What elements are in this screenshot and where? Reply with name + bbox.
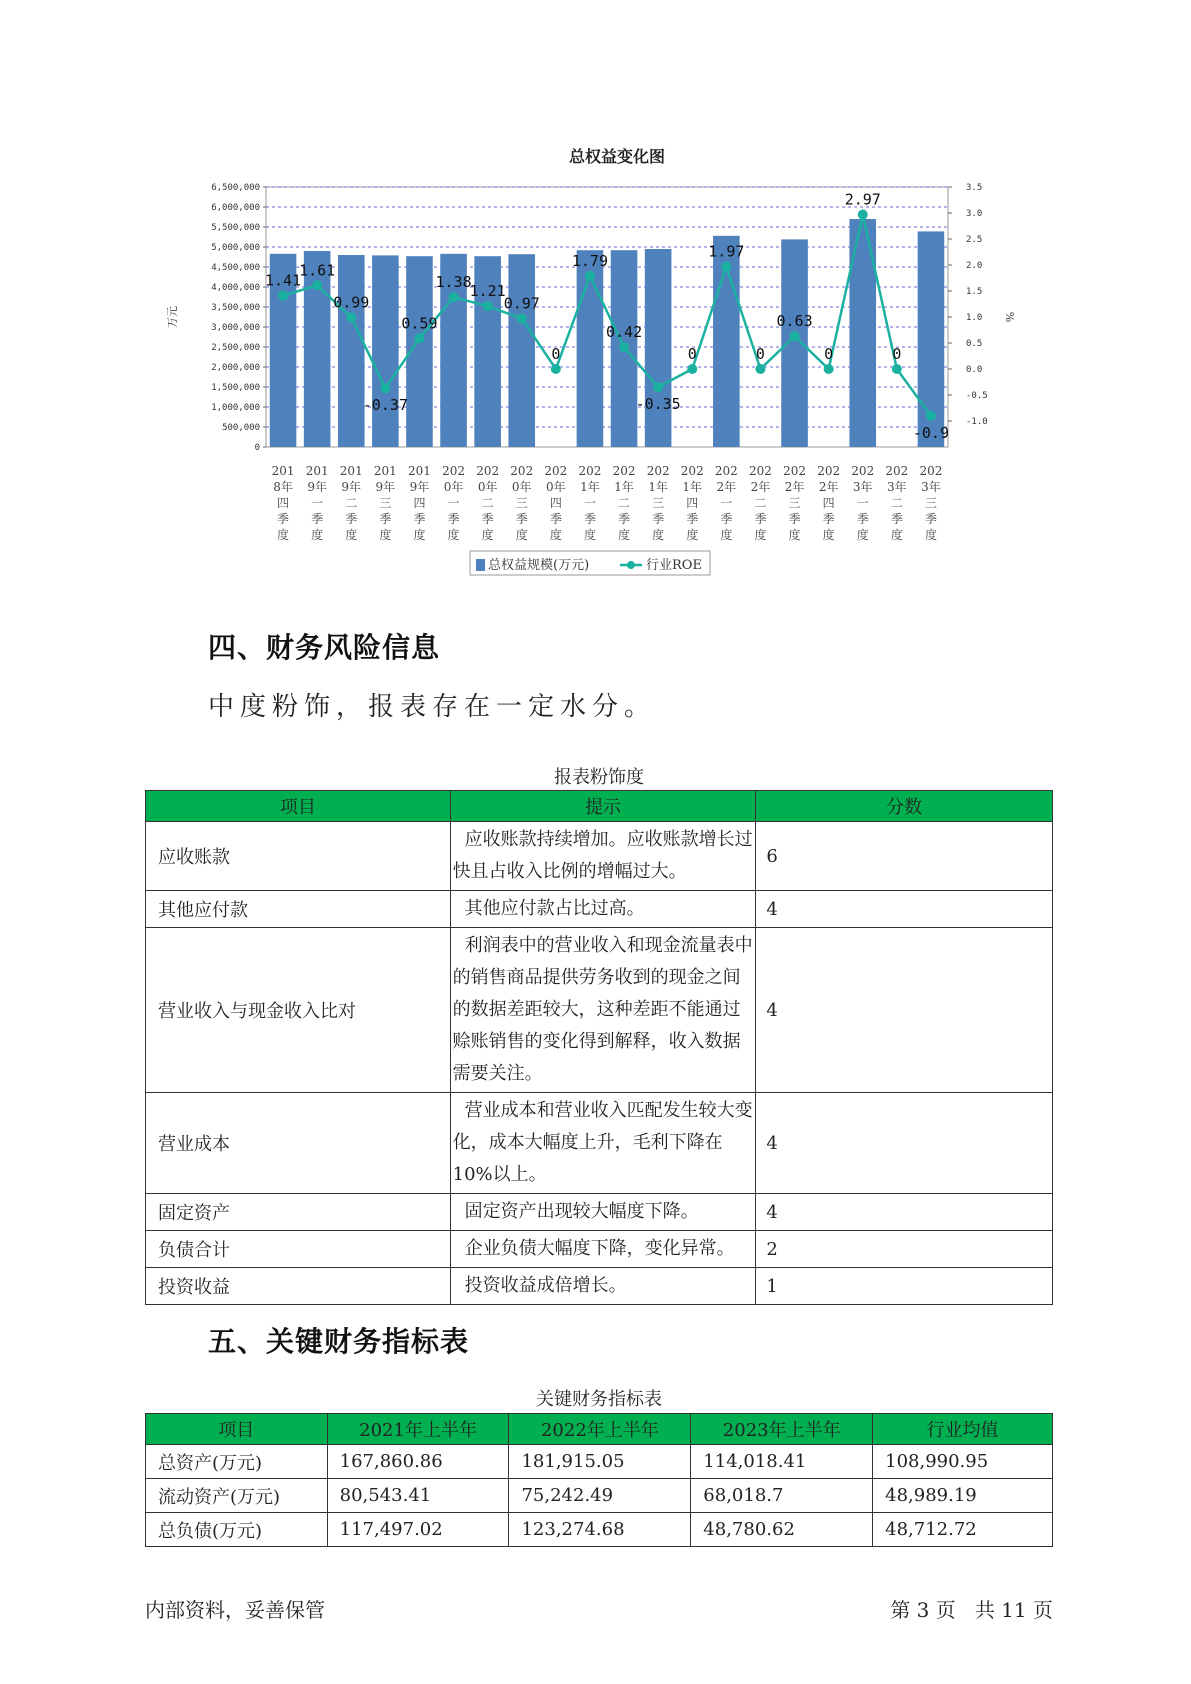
section5-heading: 五、关键财务指标表: [208, 1325, 470, 1358]
y2-tick-label: 1.5: [966, 287, 983, 297]
roe-data-label: 0: [824, 345, 834, 363]
equity-chart: [160, 135, 1020, 595]
section4-heading: 四、财务风险信息: [208, 631, 441, 664]
y2-tick-label: -0.5: [966, 391, 988, 401]
x-tick-label: 202 2年一季度: [714, 464, 738, 542]
kpi-table-header: [146, 1414, 1053, 1445]
risk-score: 4: [756, 1194, 1053, 1231]
table-row: [146, 1268, 1053, 1305]
x-tick-label: 201 9年二季度: [339, 464, 363, 542]
roe-point: [585, 271, 595, 281]
roe-data-label: 0: [755, 345, 765, 363]
x-tick-label: 202 0年一季度: [442, 464, 466, 542]
section4-summary: 中度粉饰，报表存在一定水分。: [208, 692, 657, 722]
roe-data-label: 0.42: [605, 323, 643, 342]
x-tick-label: 202 2年二季度: [748, 464, 772, 542]
y-tick-label: 0: [254, 443, 260, 453]
risk-hint: 利润表中的营业收入和现金流量表中的销售商品提供劳务收到的现金之间的数据差距较大，这种差距不能通过赊账销售的变化得到解释，收入数据需要关注。: [450, 928, 756, 1093]
risk-hint: 其他应付款占比过高。: [450, 891, 756, 928]
y-tick-label: 4,000,000: [211, 283, 260, 293]
table-row: [146, 928, 1053, 1093]
table-row: [146, 1194, 1053, 1231]
roe-data-label: -0.37: [362, 396, 408, 415]
roe-point: [858, 210, 868, 220]
kpi-cell: 48,989.19: [873, 1479, 1053, 1513]
roe-data-label: 1.38: [435, 273, 472, 292]
roe-data-label: 0.97: [503, 294, 540, 313]
roe-point: [653, 382, 663, 392]
y-tick-label: 6,000,000: [211, 203, 260, 213]
y-tick-label: 3,500,000: [211, 303, 260, 313]
roe-point: [892, 364, 902, 374]
kpi-cell: 181,915.05: [509, 1445, 691, 1479]
risk-score: 4: [756, 1093, 1053, 1194]
x-tick-label: 202 3年三季度: [919, 464, 943, 542]
roe-point: [619, 342, 629, 352]
kpi-header-2022h1: 2022年上半年: [509, 1414, 691, 1445]
roe-data-label: 0: [687, 345, 697, 363]
roe-data-label: 0.59: [401, 314, 438, 333]
y-tick-label: 5,500,000: [211, 223, 260, 233]
kpi-header-2021h1: 2021年上半年: [327, 1414, 509, 1445]
y-tick-label: 500,000: [222, 423, 260, 433]
y2-tick-label: 2.5: [966, 235, 983, 245]
legend-bar-swatch: [476, 559, 485, 571]
risk-score: 1: [756, 1268, 1053, 1305]
x-tick-label: 201 9年四季度: [407, 464, 431, 542]
kpi-header-item: 项目: [146, 1414, 328, 1445]
roe-data-label: 0: [551, 345, 561, 363]
risk-hint: 应收账款持续增加。应收账款增长过快且占收入比例的增幅过大。: [450, 822, 756, 891]
roe-point: [926, 411, 936, 421]
footer-left: 内部资料，妥善保管: [145, 1598, 325, 1622]
roe-data-label: 0.63: [776, 312, 813, 331]
y2-axis-label: %: [1003, 311, 1016, 323]
kpi-cell: 48,780.62: [691, 1513, 873, 1547]
risk-item: 负债合计: [146, 1231, 451, 1268]
table-row: [146, 891, 1053, 928]
x-tick-label: 202 3年二季度: [885, 464, 909, 542]
x-tick-label: 202 0年四季度: [544, 464, 568, 542]
risk-header-item: 项目: [146, 791, 451, 822]
risk-table-header: [146, 791, 1053, 822]
y2-tick-label: 2.0: [966, 261, 983, 271]
kpi-cell: 75,242.49: [509, 1479, 691, 1513]
risk-item: 营业收入与现金收入比对: [146, 928, 451, 1093]
legend-bar-label: 总权益规模(万元): [488, 558, 590, 573]
kpi-cell: 48,712.72: [873, 1513, 1053, 1547]
bar: [508, 254, 535, 447]
roe-data-label: 0.99: [333, 293, 370, 312]
roe-data-label: 1.61: [299, 261, 336, 280]
roe-data-label: 1.21: [469, 282, 506, 301]
risk-header-hint: 提示: [450, 791, 756, 822]
roe-point: [414, 333, 424, 343]
y2-tick-label: 1.0: [966, 313, 983, 323]
bar: [338, 255, 365, 447]
y-tick-label: 1,000,000: [211, 403, 260, 413]
x-tick-label: 202 0年三季度: [510, 464, 534, 542]
roe-point: [312, 280, 322, 290]
roe-data-label: 1.79: [571, 251, 609, 270]
x-tick-label: 202 2年四季度: [817, 464, 841, 542]
risk-score: 4: [756, 928, 1053, 1093]
risk-score: 6: [756, 822, 1053, 891]
kpi-header-2023h1: 2023年上半年: [691, 1414, 873, 1445]
roe-point: [824, 364, 834, 374]
roe-data-label: 1.41: [264, 271, 302, 290]
y-tick-label: 4,500,000: [211, 263, 260, 273]
y-tick-label: 3,000,000: [211, 323, 260, 333]
roe-point: [790, 331, 800, 341]
roe-data-label: -0.35: [635, 395, 681, 414]
legend-line-label: 行业ROE: [646, 558, 702, 573]
roe-data-label: -0.9: [912, 423, 950, 442]
roe-data-label: 0: [892, 345, 902, 363]
legend-line-marker: [627, 561, 635, 569]
risk-hint: 投资收益成倍增长。: [450, 1268, 756, 1305]
roe-data-label: 2.97: [844, 190, 881, 209]
kpi-cell: 167,860.86: [327, 1445, 509, 1479]
kpi-cell: 总负债(万元): [146, 1513, 328, 1547]
kpi-table: [145, 1413, 1053, 1547]
risk-score: 4: [756, 891, 1053, 928]
y-tick-label: 1,500,000: [211, 383, 260, 393]
risk-table: [145, 790, 1053, 1305]
bar: [372, 255, 399, 447]
x-tick-label: 202 1年三季度: [646, 464, 670, 542]
x-tick-label: 202 0年二季度: [476, 464, 500, 542]
risk-table-caption: 报表粉饰度: [554, 767, 644, 788]
table-row: [146, 1445, 1053, 1479]
roe-point: [346, 313, 356, 323]
kpi-cell: 117,497.02: [327, 1513, 509, 1547]
y2-tick-label: 3.0: [966, 209, 983, 219]
roe-point: [380, 383, 390, 393]
y-tick-label: 6,500,000: [211, 183, 260, 193]
risk-item: 投资收益: [146, 1268, 451, 1305]
chart-title: 总权益变化图: [568, 147, 666, 166]
y2-tick-label: 0.0: [966, 365, 983, 375]
y-tick-label: 5,000,000: [211, 243, 260, 253]
risk-item: 应收账款: [146, 822, 451, 891]
kpi-cell: 123,274.68: [509, 1513, 691, 1547]
table-row: [146, 1479, 1053, 1513]
roe-point: [755, 364, 765, 374]
risk-item: 固定资产: [146, 1194, 451, 1231]
y-tick-label: 2,000,000: [211, 363, 260, 373]
bar: [645, 249, 672, 447]
kpi-cell: 114,018.41: [691, 1445, 873, 1479]
roe-point: [687, 364, 697, 374]
table-row: [146, 822, 1053, 891]
x-tick-label: 201 9年三季度: [373, 464, 397, 542]
kpi-table-caption: 关键财务指标表: [536, 1389, 662, 1410]
risk-hint: 企业负债大幅度下降，变化异常。: [450, 1231, 756, 1268]
table-row: [146, 1513, 1053, 1547]
roe-point: [517, 314, 527, 324]
risk-hint: 营业成本和营业收入匹配发生较大变化，成本大幅度上升，毛利下降在10%以上。: [450, 1093, 756, 1194]
y-axis-label: 万元: [166, 306, 179, 328]
bar: [781, 239, 808, 447]
kpi-cell: 68,018.7: [691, 1479, 873, 1513]
x-tick-label: 201 8年四季度: [271, 464, 295, 542]
x-tick-label: 202 1年一季度: [578, 464, 602, 542]
roe-point: [721, 262, 731, 272]
kpi-cell: 流动资产(万元): [146, 1479, 328, 1513]
risk-header-score: 分数: [756, 791, 1053, 822]
x-tick-label: 202 2年三季度: [783, 464, 807, 542]
x-tick-label: 202 1年二季度: [612, 464, 636, 542]
roe-point: [551, 364, 561, 374]
kpi-cell: 总资产(万元): [146, 1445, 328, 1479]
kpi-header-industry-avg: 行业均值: [873, 1414, 1053, 1445]
y2-tick-label: 3.5: [966, 183, 983, 193]
table-row: [146, 1093, 1053, 1194]
x-tick-label: 202 3年一季度: [851, 464, 875, 542]
x-tick-label: 201 9年一季度: [305, 464, 329, 542]
risk-hint: 固定资产出现较大幅度下降。: [450, 1194, 756, 1231]
roe-point: [278, 291, 288, 301]
y-tick-label: 2,500,000: [211, 343, 260, 353]
footer-page-number: 第 3 页 共 11 页: [890, 1598, 1053, 1622]
kpi-cell: 108,990.95: [873, 1445, 1053, 1479]
roe-data-label: 1.97: [708, 242, 745, 261]
risk-score: 2: [756, 1231, 1053, 1268]
roe-point: [449, 292, 459, 302]
x-tick-label: 202 1年四季度: [680, 464, 704, 542]
kpi-cell: 80,543.41: [327, 1479, 509, 1513]
y2-tick-label: 0.5: [966, 339, 983, 349]
y2-tick-label: -1.0: [966, 417, 988, 427]
roe-point: [483, 301, 493, 311]
risk-item: 其他应付款: [146, 891, 451, 928]
table-row: [146, 1231, 1053, 1268]
risk-item: 营业成本: [146, 1093, 451, 1194]
